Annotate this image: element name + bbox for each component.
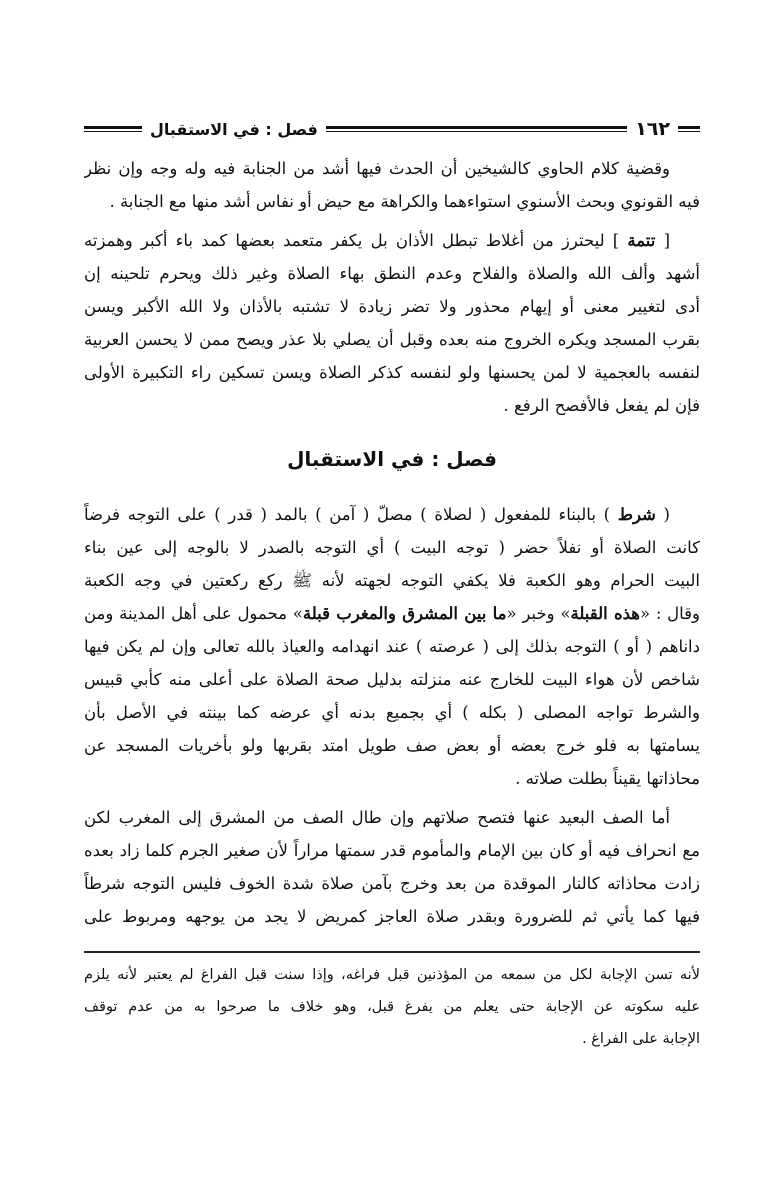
text-segment: كانت الصلاة أو نفلاً حضر ( توجه البيت ) أي التوجه بالصدر لا بالوجه إلى عين بناء (84, 538, 700, 557)
text-segment: والشرط تواجه المصلى ( بكله ) أي بجميع بدنه أي عرضه كما بينته في الأصل بأن (84, 703, 700, 722)
text-line (84, 185, 700, 218)
text-line (84, 762, 700, 795)
text-segment: » وخبر « (506, 604, 571, 623)
text-segment: الإجابة على الفراغ . (582, 1031, 700, 1047)
text-segment: » محمول على أهل المدينة ومن (84, 604, 303, 623)
text-segment: أدى لتغيير معنى أو إيهام محذور ولا تضر زيادة لا تشتبه بالأذان ولا الله الأكبر ويسن (84, 297, 700, 316)
paragraph (84, 498, 700, 795)
text-line (84, 290, 700, 323)
text-line (84, 867, 700, 900)
paragraph (84, 152, 700, 218)
text-line (84, 900, 700, 933)
text-segment: محاذاتها يقيناً بطلت صلاته . (515, 769, 700, 788)
text-before-heading (84, 152, 700, 422)
header-rule (84, 126, 142, 132)
bold-text: شرط (617, 505, 656, 524)
text-segment: ( (655, 505, 670, 524)
bold-text: هذه القبلة (570, 604, 640, 623)
text-segment: أشهد وألف الله والصلاة والفلاح وعدم النطق بهاء الصلاة وغير ذلك ويحرم تلحينه إن (84, 264, 700, 283)
header-rule (326, 126, 627, 132)
text-line (84, 801, 700, 834)
text-segment: داناهم ( أو ) التوجه بذلك إلى ( عرصته ) عند انهدامه والعياذ بالله تعالى وإن لم يكن فيها (84, 637, 700, 656)
text-after-heading (84, 498, 700, 933)
text-line (84, 498, 700, 531)
text-line (84, 224, 700, 257)
paragraph (84, 801, 700, 933)
section-heading: فصل : في الاستقبال (287, 447, 497, 471)
text-segment: وقضية كلام الحاوي كالشيخين أن الحدث فيها أشد من الجنابة فيه وله وجه وإن نظر (84, 159, 670, 178)
text-line (84, 564, 700, 597)
text-segment: فيها كما يأتي ثم للضرورة وبقدر صلاة العاجز كمريض لا يجد من يوجهه ومربوط على (84, 907, 700, 926)
footnote-separator (84, 951, 700, 953)
text-segment: فيه القونوي وبحث الأسنوي استواءهما والكراهة مع حيض أو نفاس أشد منها مع الجنابة . (109, 192, 700, 211)
text-segment: ] ليحترز من أغلاط تبطل الأذان بل يكفر متعمد بعضها كمد باء أكبر وهمزته (84, 231, 628, 250)
text-segment: زادت محاذاته كالنار الموقدة من بعد وخرج بآمن صلاة شدة الخوف فليس التوجه شرطاً (84, 874, 700, 893)
text-line (84, 389, 700, 422)
text-segment: شاخص لأن هواء البيت للخارج عنه منزلته بدليل صحة الصلاة على أعلى منه كأبي قبيس (84, 670, 700, 689)
text-line (84, 834, 700, 867)
running-title: فصل : في الاستقبال (150, 119, 318, 139)
text-line (84, 152, 700, 185)
text-line (84, 257, 700, 290)
text-line (84, 663, 700, 696)
text-line (84, 323, 700, 356)
bold-text: ما بين المشرق والمغرب قبلة (302, 604, 507, 623)
text-segment: عليه سكوته عن الإجابة حتى يعلم من يفرغ قبل، وهو خلاف ما صرحوا به من عدم توقف (84, 999, 700, 1015)
bold-text: تتمة (627, 231, 656, 250)
text-line (84, 630, 700, 663)
text-line (84, 1023, 700, 1055)
page-number: ١٦٢ (635, 118, 670, 140)
text-line (84, 531, 700, 564)
running-header (84, 112, 700, 146)
text-segment: ) بالبناء للمفعول ( لصلاة ) مصلّ ( آمن ) بالمد ( قدر ) على التوجه فرضاً (84, 505, 618, 524)
text-line (84, 959, 700, 991)
text-segment: يسامتها به فلو خرج بعضه أو بعض صف طويل امتد بقربها ولو بأخريات المسجد عن (84, 736, 700, 755)
text-segment: وقال : « (639, 604, 700, 623)
text-line (84, 991, 700, 1023)
text-line (84, 696, 700, 729)
text-segment: أما الصف البعيد عنها فتصح صلاتهم وإن طال الصف من المشرق إلى المغرب لكن (84, 808, 670, 827)
text-line (84, 356, 700, 389)
text-segment: [ (655, 231, 671, 250)
text-segment: لنفسه بالعجمية لا لمن يحسنها ولو لنفسه كذكر الصلاة ويسن تسكين راء التكبيرة الأولى (84, 363, 700, 382)
text-segment: فإن لم يفعل فالأفصح الرفع . (503, 396, 700, 415)
book-page (84, 112, 700, 1055)
header-rule (678, 126, 700, 132)
text-segment: مع انحراف فيه أو كان بين الإمام والمأموم قدر سمتها مراراً لأن صغير الجرم كلما زاد بعده (84, 841, 700, 860)
footnote (84, 959, 700, 1055)
text-segment: البيت الحرام وهو الكعبة فلا يكفي التوجه لجهته لأنه ﷺ ركع ركعتين في وجه الكعبة (84, 571, 700, 590)
text-line (84, 729, 700, 762)
paragraph (84, 224, 700, 422)
text-segment: بقرب المسجد ويكره الخروج منه بعده وقبل أن يصلي بلا عذر ويصح ممن لا يحسن العربية (84, 330, 700, 349)
text-segment: لأنه تسن الإجابة لكل من سمعه من المؤذنين قبل فراغه، وإذا سنت قبل الفراغ لم يعتبر لأنه يلزم (84, 967, 700, 983)
text-line (84, 597, 700, 630)
